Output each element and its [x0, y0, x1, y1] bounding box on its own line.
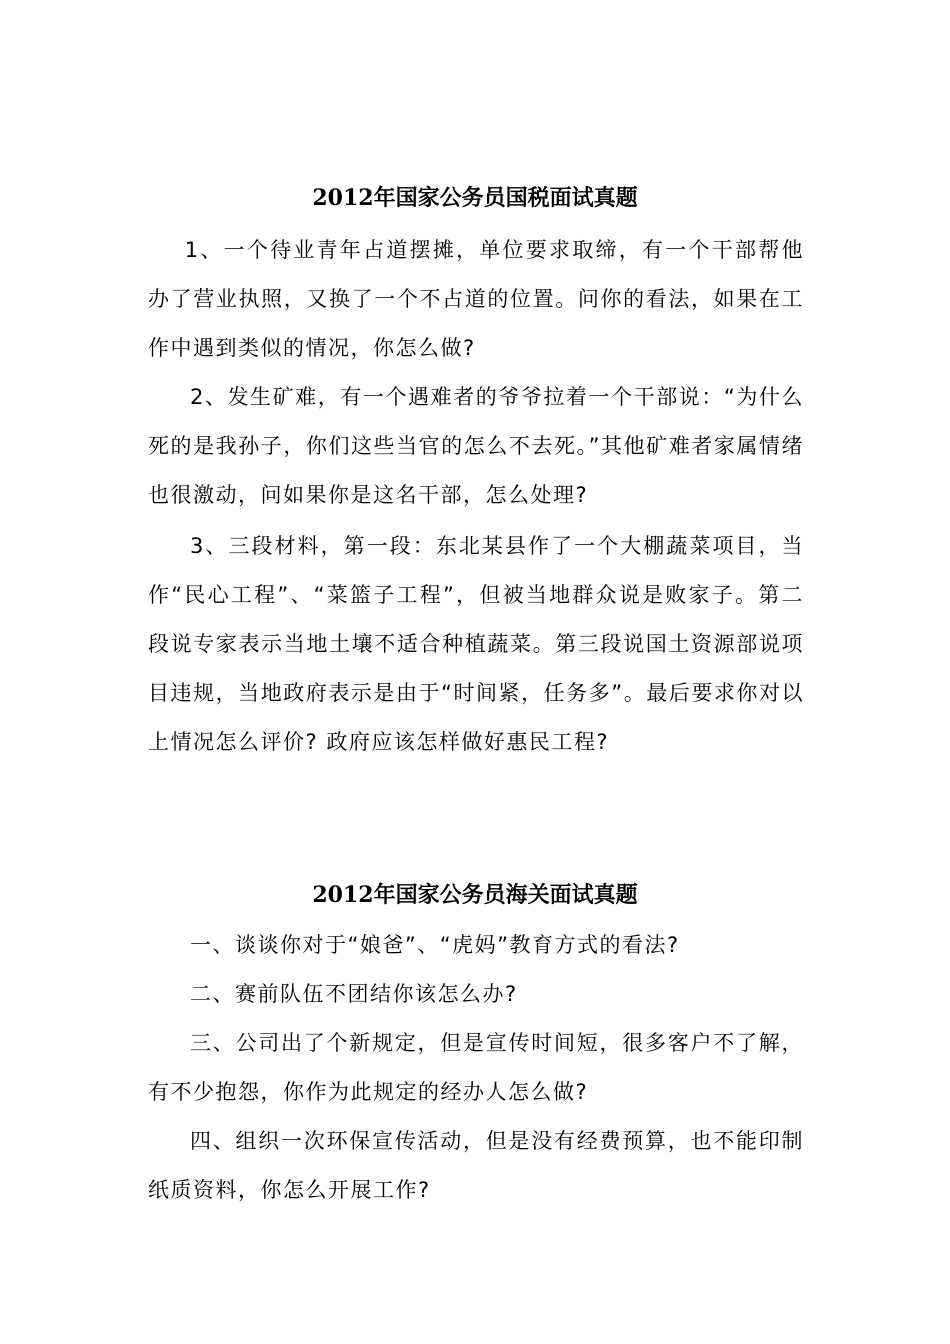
section-title-customs: 2012年国家公务员海关面试真题: [312, 882, 638, 908]
customs-question-4: 四、组织一次环保宣传活动，但是没有经费预算，也不能印制纸质资料，你怎么开展工作?: [148, 1129, 804, 1202]
tax-question-2: 2、发生矿难，有一个遇难者的爷爷拉着一个干部说：“为什么死的是我孙子，你们这些当官的怎么不去死。”其他矿难者家属情绪也很激动，问如果你是这名干部，怎么处理?: [148, 385, 804, 507]
section-title-tax: 2012年国家公务员国税面试真题: [312, 185, 638, 211]
customs-question-2: 二、赛前队伍不团结你该怎么办?: [190, 982, 518, 1006]
tax-question-3: 3、三段材料，第一段：东北某县作了一个大棚蔬菜项目，当作“民心工程”、“菜篮子工程”，但被当地群众说是败家子。第二段说专家表示当地土壤不适合种植蔬菜。第三段说国土资源部说项目违规，当地政府表示是由于“时间紧，任务多”。最后要求你对以上情况怎么评价? 政府应该怎样做好惠民工程?: [148, 534, 804, 754]
tax-question-1: 1、一个待业青年占道摆摊，单位要求取缔，有一个干部帮他办了营业执照，又换了一个不占道的位置。问你的看法，如果在工作中遇到类似的情况，你怎么做?: [148, 238, 804, 360]
customs-question-1: 一、谈谈你对于“娘爸”、“虎妈”教育方式的看法?: [190, 933, 680, 957]
customs-question-3: 三、公司出了个新规定，但是宣传时间短，很多客户不了解，有不少抱怨，你作为此规定的经办人怎么做?: [148, 1031, 804, 1104]
